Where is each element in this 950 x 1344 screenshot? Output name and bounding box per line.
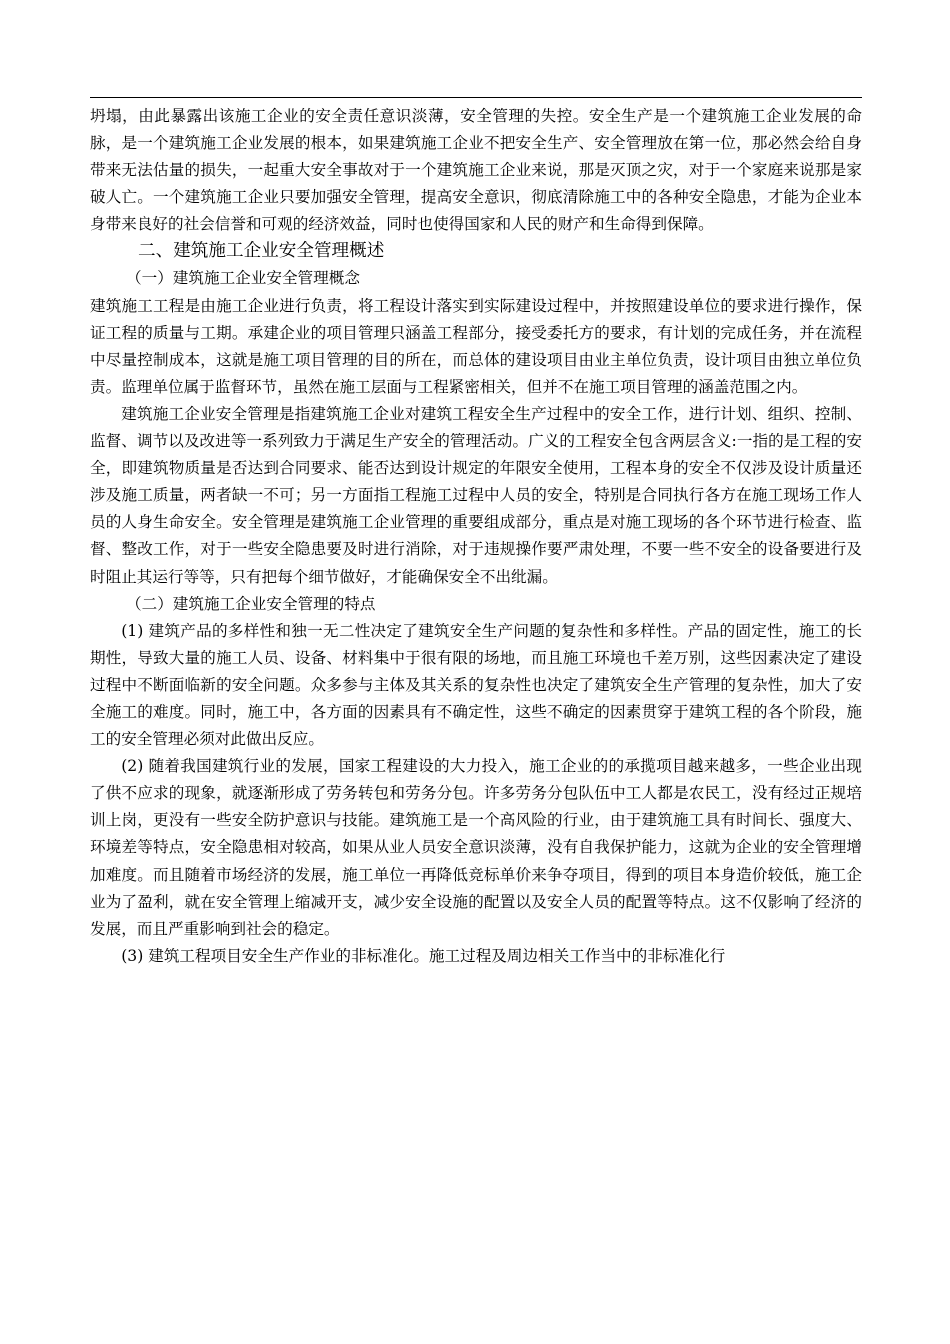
header-rule (90, 97, 862, 98)
paragraph-safety-management-definition: 建筑施工企业安全管理是指建筑施工企业对建筑工程安全生产过程中的安全工作，进行计划、组织、控制、监督、调节以及改进等一系列致力于满足生产安全的管理活动。广义的工程安全包含两层含义:一指的是工程的安全，即建筑物质量是否达到合同要求、能否达到设计规定的年限安全使用，工程本身的安全不仅涉及设计质量还涉及施工质量，两者缺一不可；另一方面指工程施工过程中人员的安全，特别是合同执行各方在施工现场工作人员的人身生命安全。安全管理是建筑施工企业管理的重要组成部分，重点是对施工现场的各个环节进行检查、监督、整改工作，对于一些安全隐患要及时进行消除，对于违规操作要严肃处理，不要一些不安全的设备要进行及时阻止其运行等等，只有把每个细节做好，才能确保安全不出纰漏。 (90, 404, 862, 586)
subsection-heading-concept: （一）建筑施工企业安全管理概念 (126, 269, 360, 288)
document-body (90, 103, 862, 970)
paragraph-characteristic-3: (3) 建筑工程项目安全生产作业的非标准化。施工过程及周边相关工作当中的非标准化行 (121, 946, 726, 965)
paragraph-construction-project: 建筑施工工程是由施工企业进行负责，将工程设计落实到实际建设过程中，并按照建设单位的要求进行操作，保证工程的质量与工期。承建企业的项目管理只涵盖工程部分，接受委托方的要求，有计划的完成任务，并在流程中尽量控制成本，这就是施工项目管理的目的所在，而总体的建设项目由业主单位负责，设计项目由独立单位负责。监理单位属于监督环节，虽然在施工层面与工程紧密相关，但并不在施工项目管理的涵盖范围之内。 (90, 296, 862, 396)
subsection-heading-characteristics: （二）建筑施工企业安全管理的特点 (126, 594, 376, 613)
paragraph-characteristic-1: (1) 建筑产品的多样性和独一无二性决定了建筑安全生产问题的复杂性和多样性。产品的固定性，施工的长期性，导致大量的施工人员、设备、材料集中于很有限的场地，而且施工环境也千差万别，这些因素决定了建设过程中不断面临新的安全问题。众多参与主体及其关系的复杂性也决定了建筑安全生产管理的复杂性，加大了安全施工的难度。同时，施工中，各方面的因素具有不确定性，这些不确定的因素贯穿于建筑工程的各个阶段，施工的安全管理必须对此做出反应。 (90, 621, 862, 749)
paragraph-characteristic-2: (2) 随着我国建筑行业的发展，国家工程建设的大力投入，施工企业的的承揽项目越来越多，一些企业出现了供不应求的现象，就逐渐形成了劳务转包和劳务分包。许多劳务分包队伍中工人都是农民工，没有经过正规培训上岗，更没有一些安全防护意识与技能。建筑施工是一个高风险的行业，由于建筑施工具有时间长、强度大、环境差等特点，安全隐患相对较高，如果从业人员安全意识淡薄，没有自我保护能力，这就为企业的安全管理增加难度。而且随着市场经济的发展，施工单位一再降低竞标单价来争夺项目，得到的项目本身造价较低，施工企业为了盈利，就在安全管理上缩减开支，减少安全设施的配置以及安全人员的配置等特点。这不仅影响了经济的发展，而且严重影响到社会的稳定。 (90, 757, 862, 938)
section-heading: 二、建筑施工企业安全管理概述 (138, 241, 385, 262)
paragraph-continued: 坍塌，由此暴露出该施工企业的安全责任意识淡薄，安全管理的失控。安全生产是一个建筑施工企业发展的命脉，是一个建筑施工企业发展的根本，如果建筑施工企业不把安全生产、安全管理放在第一位，那必然会给自身带来无法估量的损失，一起重大安全事故对于一个建筑施工企业来说，那是灭顶之灾，对于一个家庭来说那是家破人亡。一个建筑施工企业只要加强安全管理，提高安全意识，彻底清除施工中的各种安全隐患，才能为企业本身带来良好的社会信誉和可观的经济效益，同时也使得国家和人民的财产和生命得到保障。 (90, 107, 862, 234)
